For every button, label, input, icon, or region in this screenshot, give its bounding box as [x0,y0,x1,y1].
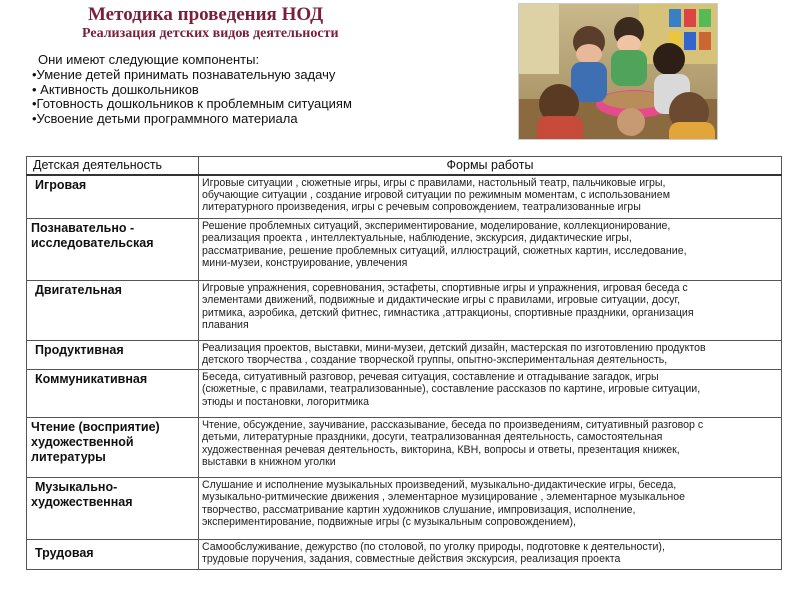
forms-line: выставки в книжном уголки [202,456,336,469]
forms-line: обучающие ситуации , создание игровой ситуации по режимным моментам, с использованием [202,188,670,201]
activity-label: художественной [31,435,134,449]
activity-cell [27,540,199,570]
intro-list [32,52,352,127]
forms-line: Решение проблемных ситуаций, экспериментирование, моделирование, коллекционирование, [202,220,671,232]
activity-cell [27,418,199,478]
forms-line: Реализация проектов, выставки, мини-музеи, детский дизайн, мастерская по изготовлению продуктов [202,342,706,354]
activity-cell [27,341,199,370]
table-header-row [27,157,782,175]
activity-label: Двигательная [35,283,122,297]
table-row [27,478,782,540]
forms-cell [199,540,782,570]
intro-lead: Они имеют следующие компоненты: [38,52,260,67]
forms-line: музыкально-ритмические движения , элементарное музицирование , элементарное музыкальное [202,491,686,504]
activity-cell [27,219,199,281]
forms-cell [199,370,782,418]
activity-label: Трудовая [35,546,94,560]
forms-line: художественная речевая деятельность, викторина, КВН, вопросы и ответы, презентация книжек, [202,443,680,456]
forms-cell [199,175,782,219]
activity-label: Чтение (восприятие) [31,420,160,434]
table-row [27,219,782,281]
children-photo-icon [519,4,718,140]
forms-line: экспериментирование, подвижные игры (с музыкальным сопровождением), [202,516,576,529]
intro-item: •Усвоение детьми программного материала [32,111,298,127]
forms-line: ритмика, аэробика, детский фитнес, гимнастика ,аттракционы, спортивные праздники, организация [202,306,694,319]
activity-label: Продуктивная [35,343,124,357]
forms-line: (сюжетные, с правилами, театрализованные), составление рассказов по картине, игровые ситуации, [202,383,701,396]
forms-line: рассматривание, решение проблемных ситуаций, иллюстраций, сюжетных картин, исследование, [202,244,687,257]
activity-cell [27,281,199,341]
activity-label: Игровая [35,177,87,192]
children-photo [518,3,718,140]
activity-label: Коммуникативная [35,372,148,386]
table-row [27,341,782,370]
activity-label: исследовательская [31,236,154,250]
table-row [27,175,782,219]
forms-line: Слушание и исполнение музыкальных произведений, музыкально-дидактические игры, беседа, [202,479,677,491]
activity-cell [27,370,199,418]
table-row [27,370,782,418]
page-title: Методика проведения НОД [88,4,324,25]
forms-line: Чтение, обсуждение, заучивание, рассказывание, беседа по произведениям, ситуативный разговор с [202,419,704,431]
forms-line: мини-музеи, конструирование, увлечения [202,257,408,270]
forms-cell [199,281,782,341]
table-row [27,540,782,570]
forms-cell [199,478,782,540]
forms-line: литературного произведения, игры с речевым сопровождением, театрализованные игры [202,201,641,214]
forms-line: творчество, рассматривание картин художников слушание, импровизация, исполнение, [202,503,636,516]
forms-line: Игровые упражнения, соревнования, эстафеты, спортивные игры и упражнения, игровая беседа с [202,282,688,294]
forms-line: трудовые поручения, задания, совместные действия экскурсия, реализация проекта [202,553,621,566]
activity-label: художественная [31,495,133,509]
forms-line: детского творчества , создание творческой группы, опытно-экспериментальная деятельность, [202,354,668,367]
table-row [27,418,782,478]
column-header-forms: Формы работы [199,157,782,175]
forms-line: Игровые ситуации , сюжетные игры, игры с правилами, настольный театр, пальчиковые игры, [202,176,666,189]
forms-cell [199,418,782,478]
table-row [27,281,782,341]
intro-item: • Активность дошкольников [32,81,199,97]
activity-cell [27,478,199,540]
activity-label: Познавательно - [31,221,135,235]
activity-label: Музыкально- [35,480,118,494]
forms-line: детьми, литературные праздники, досуги, театрализованная деятельность, самостоятельная [202,431,663,444]
activity-label: литературы [31,450,106,464]
intro-item: •Готовность дошкольников к проблемным ситуациям [32,96,352,112]
column-header-activity: Детская деятельность [27,157,199,175]
intro-item: •Умение детей принимать познавательную задачу [32,66,336,82]
forms-line: плавания [202,319,249,332]
forms-line: элементами движений, подвижные и дидактические игры с правилами, игровые ситуации, досуг, [202,294,681,307]
forms-line: реализация проекта , интеллектуальные, наблюдение, экскурсия, дидактические игры, [202,232,632,245]
forms-cell [199,219,782,281]
activity-cell [27,175,199,219]
forms-line: Беседа, ситуативный разговор, речевая ситуация, составление и отгадывание загадок, игры [202,371,659,383]
forms-line: этюды и постановки, логоритмика [202,395,370,408]
activities-table [26,156,782,570]
forms-cell [199,341,782,370]
forms-line: Самообслуживание, дежурство (по столовой, по уголку природы, подготовке к деятельности), [202,541,665,553]
page-subtitle: Реализация детских видов деятельности [82,26,339,41]
